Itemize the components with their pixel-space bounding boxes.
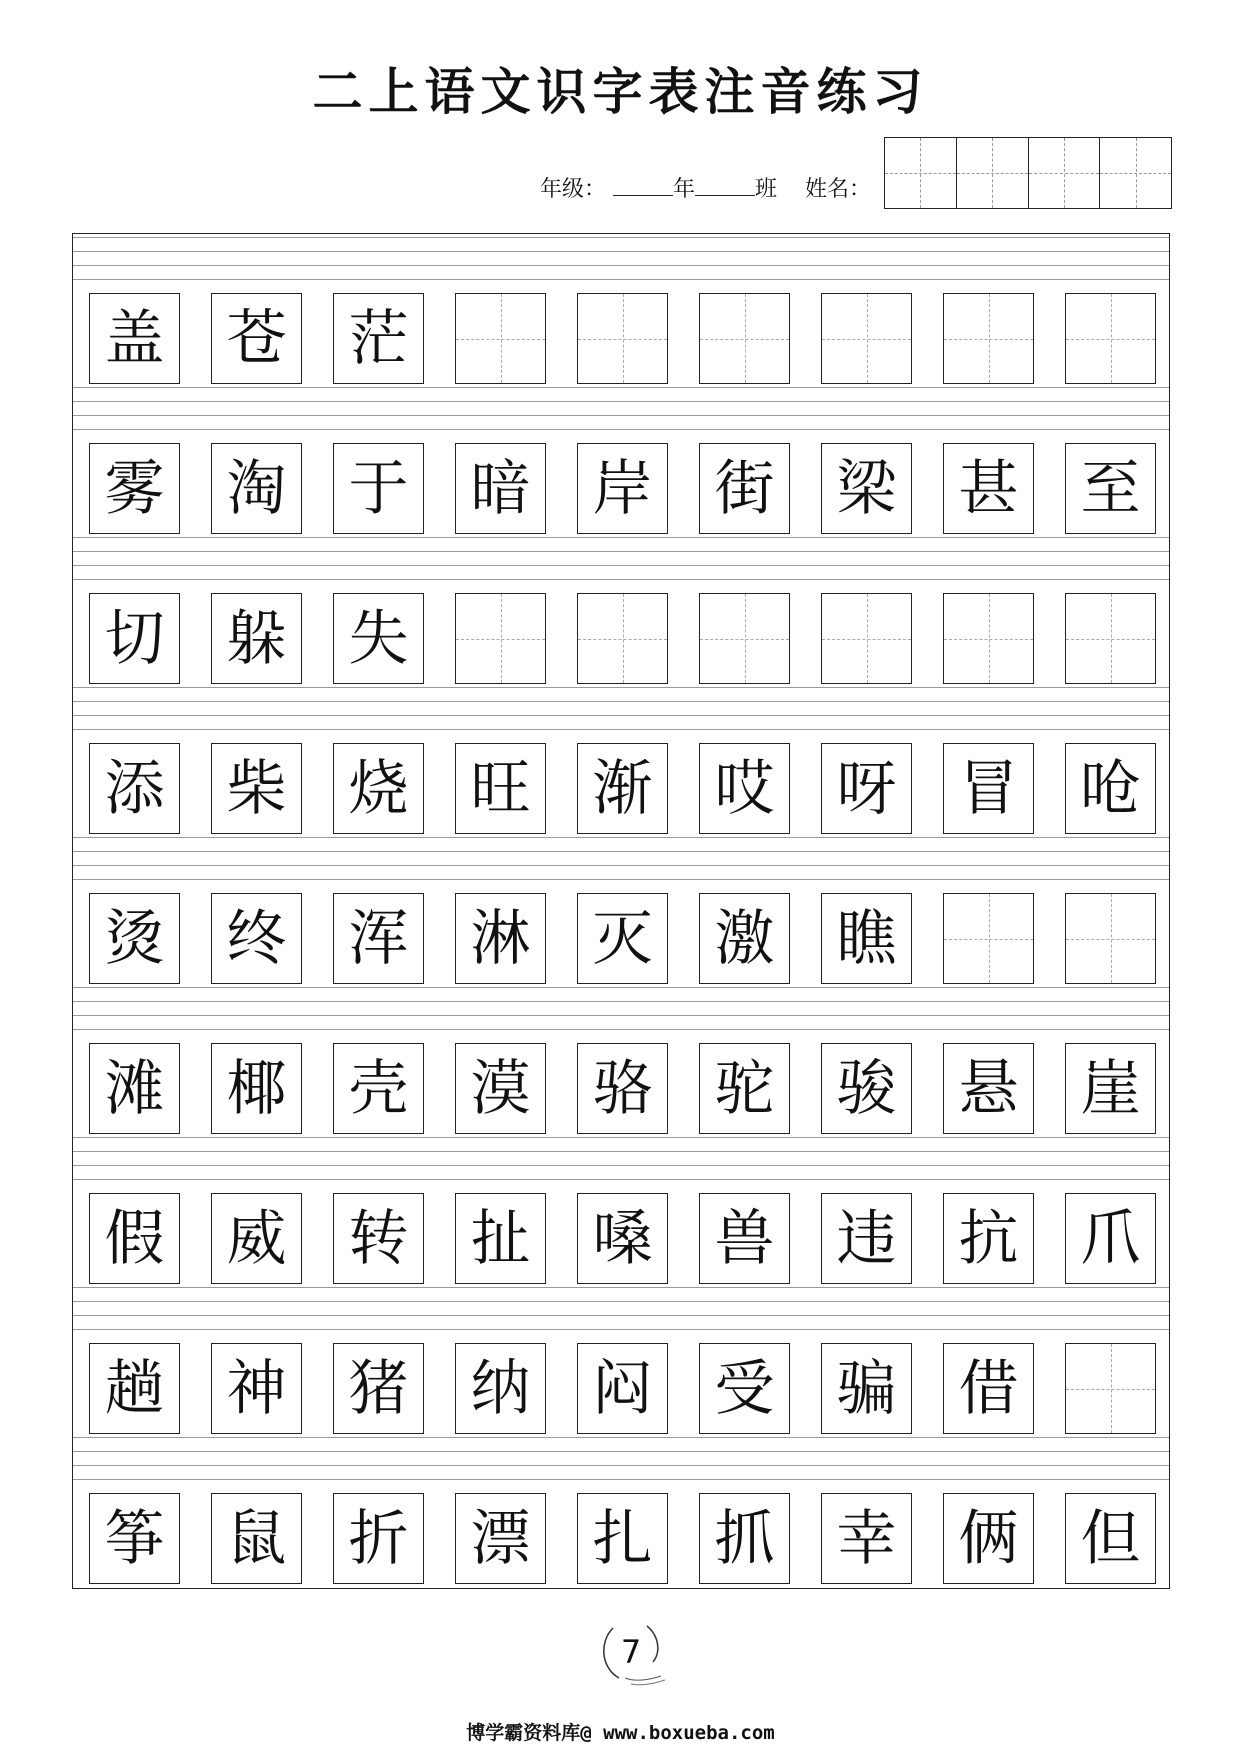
char-cell	[821, 893, 912, 984]
hanzi: 抓	[714, 1503, 775, 1574]
char-cell	[699, 1043, 790, 1134]
hanzi: 旺	[470, 753, 531, 824]
char-cell	[455, 1343, 546, 1434]
char-cell	[333, 443, 424, 534]
char-cell	[211, 443, 302, 534]
pinyin-lines[interactable]	[73, 987, 1169, 1037]
char-cell	[1065, 1193, 1156, 1284]
char-cell	[89, 893, 180, 984]
char-cell	[89, 443, 180, 534]
pinyin-lines[interactable]	[73, 387, 1169, 437]
hanzi: 呛	[1080, 753, 1141, 824]
char-cell	[699, 443, 790, 534]
hanzi: 漠	[470, 1053, 531, 1124]
hanzi: 梁	[836, 453, 897, 524]
char-cell	[455, 443, 546, 534]
char-cell	[89, 1493, 180, 1584]
hanzi: 苍	[226, 303, 287, 374]
char-cell	[577, 1493, 668, 1584]
hanzi: 街	[714, 453, 775, 524]
char-cell	[455, 1493, 546, 1584]
empty-char-cell[interactable]	[699, 293, 790, 384]
year-label: 年	[672, 177, 695, 202]
empty-char-cell[interactable]	[1065, 1343, 1156, 1434]
name-cell[interactable]	[1029, 138, 1101, 208]
char-cell	[211, 1493, 302, 1584]
hanzi: 暗	[470, 453, 531, 524]
char-cell	[699, 1193, 790, 1284]
hanzi: 灭	[592, 903, 653, 974]
empty-char-cell[interactable]	[943, 893, 1034, 984]
hanzi: 终	[226, 903, 287, 974]
pinyin-lines[interactable]	[73, 1137, 1169, 1187]
hanzi: 柴	[226, 753, 287, 824]
hanzi: 冒	[958, 753, 1019, 824]
hanzi: 转	[348, 1203, 409, 1274]
hanzi: 骗	[836, 1353, 897, 1424]
hanzi: 嗓	[592, 1203, 653, 1274]
hanzi: 切	[104, 603, 165, 674]
char-cell	[211, 593, 302, 684]
char-cell	[577, 743, 668, 834]
char-cell	[577, 1343, 668, 1434]
hanzi: 悬	[958, 1053, 1019, 1124]
char-row	[89, 1193, 1156, 1284]
char-cell	[943, 1043, 1034, 1134]
hanzi: 骆	[592, 1053, 653, 1124]
char-cell	[943, 1493, 1034, 1584]
char-cell	[943, 743, 1034, 834]
hanzi: 兽	[714, 1203, 775, 1274]
char-cell	[455, 893, 546, 984]
char-cell	[455, 743, 546, 834]
char-cell	[943, 443, 1034, 534]
hanzi: 崖	[1080, 1053, 1141, 1124]
char-cell	[333, 293, 424, 384]
char-cell	[89, 1343, 180, 1434]
hanzi: 驼	[714, 1053, 775, 1124]
hanzi: 但	[1080, 1503, 1141, 1574]
char-cell	[333, 1343, 424, 1434]
practice-sheet	[72, 233, 1170, 1589]
empty-char-cell[interactable]	[1065, 293, 1156, 384]
char-cell	[821, 1343, 912, 1434]
hanzi: 椰	[226, 1053, 287, 1124]
hanzi: 激	[714, 903, 775, 974]
name-cell[interactable]	[1100, 138, 1171, 208]
hanzi: 茫	[348, 303, 409, 374]
char-cell	[821, 1043, 912, 1134]
hanzi: 骏	[836, 1053, 897, 1124]
char-cell	[1065, 443, 1156, 534]
char-cell	[455, 1193, 546, 1284]
name-cell[interactable]	[885, 138, 957, 208]
pinyin-lines[interactable]	[73, 237, 1169, 287]
char-cell	[1065, 743, 1156, 834]
name-box[interactable]	[884, 137, 1172, 209]
char-row	[89, 1043, 1156, 1134]
hanzi: 扯	[470, 1203, 531, 1274]
char-cell	[1065, 1043, 1156, 1134]
pinyin-lines[interactable]	[73, 687, 1169, 737]
char-cell	[943, 1343, 1034, 1434]
class-blank[interactable]	[695, 175, 755, 196]
hanzi: 滩	[104, 1053, 165, 1124]
char-cell	[333, 1193, 424, 1284]
hanzi: 漂	[470, 1503, 531, 1574]
student-info	[540, 172, 871, 203]
empty-char-cell[interactable]	[943, 593, 1034, 684]
hanzi: 雾	[104, 453, 165, 524]
char-cell	[699, 743, 790, 834]
page-number-swirl-icon	[595, 1618, 667, 1686]
char-row	[89, 893, 1156, 984]
char-row	[89, 1343, 1156, 1434]
char-cell	[577, 1043, 668, 1134]
hanzi: 筝	[104, 1503, 165, 1574]
empty-char-cell[interactable]	[577, 293, 668, 384]
char-cell	[455, 1043, 546, 1134]
pinyin-lines[interactable]	[73, 1437, 1169, 1487]
empty-char-cell[interactable]	[455, 593, 546, 684]
hanzi: 借	[958, 1353, 1019, 1424]
hanzi: 呀	[836, 753, 897, 824]
grade-label: 年级：	[539, 177, 606, 202]
hanzi: 折	[348, 1503, 409, 1574]
name-cell[interactable]	[957, 138, 1029, 208]
hanzi: 瞧	[836, 903, 897, 974]
char-cell	[211, 1193, 302, 1284]
hanzi: 爪	[1080, 1203, 1141, 1274]
page-title: 二上语文识字表注音练习	[312, 62, 929, 121]
hanzi: 淘	[226, 453, 287, 524]
grade-blank[interactable]	[613, 175, 673, 196]
char-cell	[699, 893, 790, 984]
char-cell	[333, 593, 424, 684]
char-cell	[699, 1343, 790, 1434]
hanzi: 猪	[348, 1353, 409, 1424]
hanzi: 烧	[348, 753, 409, 824]
hanzi: 鼠	[226, 1503, 287, 1574]
pinyin-lines[interactable]	[73, 537, 1169, 587]
hanzi: 岸	[592, 453, 653, 524]
empty-char-cell[interactable]	[1065, 893, 1156, 984]
hanzi: 扎	[592, 1503, 653, 1574]
char-cell	[211, 293, 302, 384]
hanzi: 假	[104, 1203, 165, 1274]
char-cell	[943, 1193, 1034, 1284]
empty-char-cell[interactable]	[1065, 593, 1156, 684]
char-cell	[821, 1193, 912, 1284]
empty-char-cell[interactable]	[821, 593, 912, 684]
hanzi: 壳	[348, 1053, 409, 1124]
hanzi: 淋	[470, 903, 531, 974]
hanzi: 纳	[470, 1353, 531, 1424]
char-cell	[821, 743, 912, 834]
hanzi: 神	[226, 1353, 287, 1424]
hanzi: 违	[836, 1203, 897, 1274]
hanzi: 抗	[958, 1203, 1019, 1274]
char-row	[89, 293, 1156, 384]
char-cell	[211, 1043, 302, 1134]
empty-char-cell[interactable]	[821, 293, 912, 384]
hanzi: 幸	[836, 1503, 897, 1574]
empty-char-cell[interactable]	[455, 293, 546, 384]
hanzi: 浑	[348, 903, 409, 974]
char-cell	[1065, 1493, 1156, 1584]
char-cell	[333, 1043, 424, 1134]
char-cell	[577, 1193, 668, 1284]
char-cell	[89, 593, 180, 684]
hanzi: 受	[714, 1353, 775, 1424]
empty-char-cell[interactable]	[577, 593, 668, 684]
char-cell	[821, 443, 912, 534]
name-label: 姓名：	[804, 177, 871, 202]
hanzi: 闷	[592, 1353, 653, 1424]
hanzi: 威	[226, 1203, 287, 1274]
hanzi: 渐	[592, 753, 653, 824]
char-cell	[211, 743, 302, 834]
footer-watermark: 博学霸资料库@ www.boxueba.com	[466, 1722, 775, 1744]
char-cell	[333, 743, 424, 834]
char-row	[89, 443, 1156, 534]
hanzi: 于	[348, 453, 409, 524]
char-cell	[699, 1493, 790, 1584]
empty-char-cell[interactable]	[699, 593, 790, 684]
class-label: 班	[754, 177, 777, 202]
hanzi: 至	[1080, 453, 1141, 524]
char-cell	[577, 893, 668, 984]
empty-char-cell[interactable]	[943, 293, 1034, 384]
hanzi: 失	[348, 603, 409, 674]
char-cell	[89, 1043, 180, 1134]
pinyin-lines[interactable]	[73, 1287, 1169, 1337]
char-cell	[821, 1493, 912, 1584]
hanzi: 烫	[104, 903, 165, 974]
char-cell	[333, 1493, 424, 1584]
char-cell	[89, 293, 180, 384]
hanzi: 躲	[226, 603, 287, 674]
char-cell	[89, 743, 180, 834]
hanzi: 添	[104, 753, 165, 824]
char-row	[89, 743, 1156, 834]
char-row	[89, 1493, 1156, 1584]
hanzi: 甚	[958, 453, 1019, 524]
char-row	[89, 593, 1156, 684]
hanzi: 俩	[958, 1503, 1019, 1574]
hanzi: 趟	[104, 1353, 165, 1424]
hanzi: 盖	[104, 303, 165, 374]
char-cell	[333, 893, 424, 984]
pinyin-lines[interactable]	[73, 837, 1169, 887]
char-cell	[89, 1193, 180, 1284]
char-cell	[211, 1343, 302, 1434]
char-cell	[577, 443, 668, 534]
char-cell	[211, 893, 302, 984]
page-number: 7	[601, 1622, 661, 1682]
hanzi: 哎	[714, 753, 775, 824]
